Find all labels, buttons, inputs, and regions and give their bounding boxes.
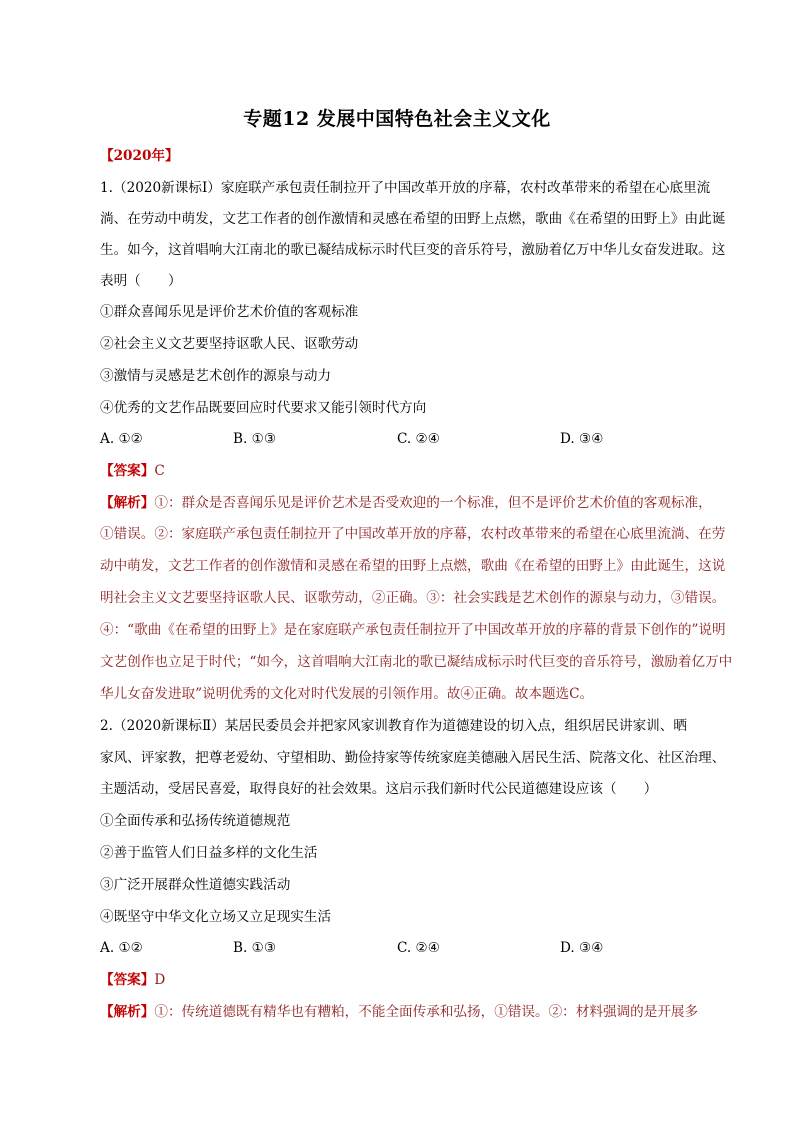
- analysis-label: 【解析】: [100, 495, 155, 511]
- q1-option-d: D. ③④: [560, 431, 604, 447]
- q1-statement: ①群众喜闻乐见是评价艺术价值的客观标准: [100, 304, 359, 320]
- q2-option-d: D. ③④: [560, 940, 604, 956]
- q2-option-a: A. ①②: [100, 940, 143, 956]
- answer-label: 【答案】: [100, 972, 155, 988]
- q1-stem-line: 表明（ ）: [100, 273, 182, 289]
- q1-answer: [100, 461, 165, 481]
- answer-value: C: [154, 463, 165, 479]
- analysis-label: 【解析】: [100, 1004, 155, 1020]
- q1-stem-line: 生。如今，这首唱响大江南北的歌已凝结成标示时代巨变的音乐符号，激励着亿万中华儿女奋发进取。这: [100, 242, 726, 258]
- q1-analysis-line: 动中萌发，文艺工作者的创作激情和灵感在希望的田野上点燃，歌曲《在希望的田野上》由此诞生，这说: [100, 558, 726, 574]
- q2-statement: ④既坚守中华文化立场又立足现实生活: [100, 909, 332, 925]
- q1-analysis-line: 华儿女奋发进取”说明优秀的文化对时代发展的引领作用。故④正确。故本题选C。: [100, 686, 594, 702]
- q2-stem-line: 家风、评家教，把尊老爱幼、守望相助、勤俭持家等传统家庭美德融入居民生活、院落文化、社区治理、: [100, 750, 726, 766]
- q1-statement: ③激情与灵感是艺术创作的源泉与动力: [100, 368, 332, 384]
- q2-option-b: B. ①③: [233, 940, 277, 956]
- q1-option-c: C. ②④: [397, 431, 440, 447]
- q2-answer: [100, 970, 165, 990]
- answer-value: D: [154, 972, 166, 988]
- q1-option-b: B. ①③: [233, 431, 277, 447]
- q2-analysis-line: 【解析】①：传统道德既有精华也有糟粕，不能全面传承和弘扬，①错误。②：材料强调的是开展多: [100, 1004, 699, 1020]
- q2-statement: ①全面传承和弘扬传统道德规范: [100, 813, 291, 829]
- q1-stem-line: 淌、在劳动中萌发，文艺工作者的创作激情和灵感在希望的田野上点燃，歌曲《在希望的田野上》由此诞: [100, 211, 726, 227]
- page-title: 专题12 发展中国特色社会主义文化: [243, 108, 551, 130]
- q2-statement: ③广泛开展群众性道德实践活动: [100, 877, 291, 893]
- q1-analysis-line: 文艺创作也立足于时代；“如今，这首唱响大江南北的歌已凝结成标示时代巨变的音乐符号，激励着亿万中: [100, 654, 733, 670]
- answer-label: 【答案】: [100, 463, 155, 479]
- q1-analysis-line: ④：“歌曲《在希望的田野上》是在家庭联产承包责任制拉开了中国改革开放的序幕的背景下创作的”说明: [100, 622, 726, 638]
- q1-analysis-line: 明社会主义文艺要坚持讴歌人民、讴歌劳动，②正确。③：社会实践是艺术创作的源泉与动力，③错误。: [100, 590, 726, 606]
- q2-statement: ②善于监管人们日益多样的文化生活: [100, 845, 318, 861]
- q2-option-c: C. ②④: [397, 940, 440, 956]
- q1-statement: ②社会主义文艺要坚持讴歌人民、讴歌劳动: [100, 336, 359, 352]
- q1-analysis-line: ①错误。②：家庭联产承包责任制拉开了中国改革开放的序幕，农村改革带来的希望在心底里流淌、在劳: [100, 526, 726, 542]
- q1-analysis-line: 【解析】①：群众是否喜闻乐见是评价艺术是否受欢迎的一个标准，但不是评价艺术价值的客观标准，: [100, 495, 712, 511]
- q2-stem-line: 主题活动，受居民喜爱，取得良好的社会效果。这启示我们新时代公民道德建设应该（ ）: [100, 781, 658, 797]
- q1-option-a: A. ①②: [100, 431, 143, 447]
- q2-stem-line: 2.（2020新课标Ⅱ）某居民委员会并把家风家训教育作为道德建设的切入点，组织居民讲家训、晒: [100, 718, 687, 734]
- q1-statement: ④优秀的文艺作品既要回应时代要求又能引领时代方向: [100, 400, 427, 416]
- q1-stem-line: 1.（2020新课标Ⅰ）家庭联产承包责任制拉开了中国改革开放的序幕，农村改革带来的希望在心底里流: [100, 180, 711, 196]
- section-tag: 【2020年】: [100, 148, 179, 164]
